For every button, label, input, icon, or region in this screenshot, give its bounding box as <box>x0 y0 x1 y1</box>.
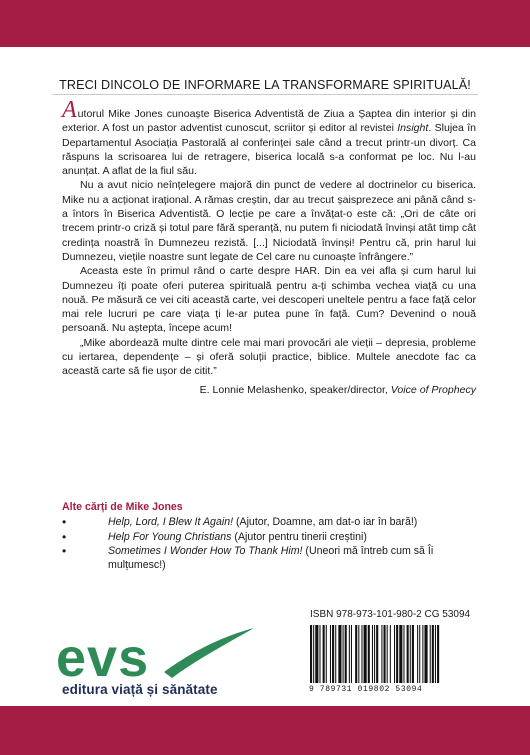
book-title: Sometimes I Wonder How To Thank Him! <box>108 544 303 557</box>
book-title: Help For Young Christians <box>108 530 232 543</box>
attribution-name: E. Lonnie Melashenko, speaker/director, <box>199 383 391 396</box>
barcode-bar <box>358 625 359 683</box>
barcode-bar <box>372 625 373 683</box>
blurb-paragraph-2: Nu a avut nicio neînțelegere majoră din punct de vedere al doctrinelor cu biserica. Mike nu a acționat irațional. A rămas creștin, dar au trecut șaisprezece ani până când s-a întors în Biserica Adventistă. O lecție pe care a învățat-o este că: „Ori de câte ori trecem printr-o criză și totul pare fără speranță, nu putem fi niciodată învinși atât timp cât credința noastră în Dumnezeu rezistă. [...] Niciodată învinși! Pentru că, prin harul lui Dumnezeu, viețile noastre sunt legate de Cel care nu cunoaște înfrângere.” <box>62 179 476 263</box>
bullet-icon: • <box>62 543 67 558</box>
barcode-bar <box>381 625 382 683</box>
barcode-bar <box>315 625 318 683</box>
barcode-bar <box>345 625 347 683</box>
barcode-bar <box>332 625 334 683</box>
barcode-bar <box>387 625 388 683</box>
top-color-band <box>0 0 530 47</box>
other-books-list <box>62 515 476 572</box>
barcode-bar <box>424 625 427 683</box>
logo-wordmark: evs <box>56 628 150 688</box>
barcode-bar <box>419 625 420 683</box>
barcode-bar <box>410 625 411 683</box>
barcode-bar <box>422 625 423 683</box>
barcode-bar <box>326 625 327 683</box>
quote-attribution <box>62 383 476 397</box>
barcode-bar <box>403 625 404 683</box>
other-books-heading: Alte cărți de Mike Jones <box>62 501 183 513</box>
attribution-org: Voice of Prophecy <box>390 383 476 396</box>
magazine-name: Insight <box>397 122 429 135</box>
barcode-bar <box>364 625 367 683</box>
barcode-bar <box>355 625 357 683</box>
barcode-bar <box>368 625 370 683</box>
blurb-paragraph-3: Aceasta este în primul rând o carte despre HAR. Din ea vei afla și cum harul lui Dumnezeu îți poate oferi puterea spirituală pentru a-ți schimba vechea viață cu una nouă. Pe măsură ce vei citi această carte, vei descoperi uneltele pentru a face față celor mai rele lucruri pe care viața ți le-ar putea pune în față. Cum? Devenind o nouă persoană. Nu aștepta, începe acum! <box>62 265 476 335</box>
barcode-bar <box>313 625 314 683</box>
barcode-bar <box>338 625 341 683</box>
barcode-bar <box>323 625 325 683</box>
barcode-bar <box>374 625 375 683</box>
blurb-quote: „Mike abordează multe dintre cele mai mari provocări ale vieții – depresia, probleme cu iertarea, dependențe – și oferă soluții practice, biblice. Multele anecdote fac ca această carte să fie ușor de citit.” <box>62 336 476 378</box>
barcode-bar <box>432 625 434 683</box>
drop-cap: A <box>62 97 77 123</box>
barcode-bar <box>437 625 439 683</box>
barcode-bar <box>330 625 331 683</box>
book-translation: (Ajutor pentru tinerii creștini) <box>231 530 367 543</box>
p1-text: utorul Mike Jones cunoaște Biserica Adventistă de Ziua a Șaptea din interior și din exterior. A fost un pastor adventist cunoscut, scriitor și editor al revistei <box>62 108 476 135</box>
book-title: Help, Lord, I Blew It Again! <box>108 516 234 529</box>
barcode-bar <box>361 625 362 683</box>
barcode-bar <box>399 625 402 683</box>
blurb-paragraph-1 <box>62 97 477 178</box>
logo-swoosh-icon <box>164 628 254 678</box>
barcode-bar <box>351 625 352 683</box>
book-translation: (Uneori mă întreb cum să Îi mulțumesc!) <box>108 544 434 572</box>
barcode-bar <box>349 625 350 683</box>
barcode-bar <box>335 625 336 683</box>
bullet-icon: • <box>62 515 67 530</box>
bullet-icon: • <box>62 529 67 544</box>
barcode-bar <box>376 625 378 683</box>
headline-divider <box>52 94 478 95</box>
barcode-bar <box>412 625 414 683</box>
barcode-bar <box>319 625 320 683</box>
list-item <box>62 515 476 529</box>
list-item <box>62 530 476 544</box>
back-cover-blurb <box>62 97 477 397</box>
barcode-bar <box>390 625 391 683</box>
barcode-bar <box>310 625 312 683</box>
barcode-bar <box>407 625 409 683</box>
barcode-bar <box>396 625 398 683</box>
barcode-bar <box>343 625 344 683</box>
other-books-section <box>62 500 476 572</box>
barcode-digits: 9 789731 019802 53094 <box>309 685 423 694</box>
list-item <box>62 544 476 573</box>
isbn-barcode <box>309 625 479 683</box>
bottom-color-band <box>0 706 530 755</box>
p1-tail: . Slujea în Departamentul Asociația Pastorală al conferinței sale când a trecut printr-un divorț. Ca răspuns la scrisoarea lui de retragere, biserica locală s-a conformat pe loc. Nu l-au anunțat. A aflat de la fiul său. <box>62 122 477 178</box>
barcode-bar <box>435 625 436 683</box>
barcode-bar <box>417 625 418 683</box>
publisher-tagline: editura viață și sănătate <box>62 682 218 697</box>
book-translation: (Ajutor, Doamne, am dat-o iar în bară!) <box>233 516 418 529</box>
barcode-bar <box>384 625 386 683</box>
page-headline: TRECI DINCOLO DE INFORMARE LA TRANSFORMARE SPIRITUALĂ! <box>59 78 471 92</box>
barcode-bar <box>430 625 431 683</box>
isbn-text: ISBN 978-973-101-980-2 CG 53094 <box>310 609 471 620</box>
barcode-bar <box>394 625 395 683</box>
